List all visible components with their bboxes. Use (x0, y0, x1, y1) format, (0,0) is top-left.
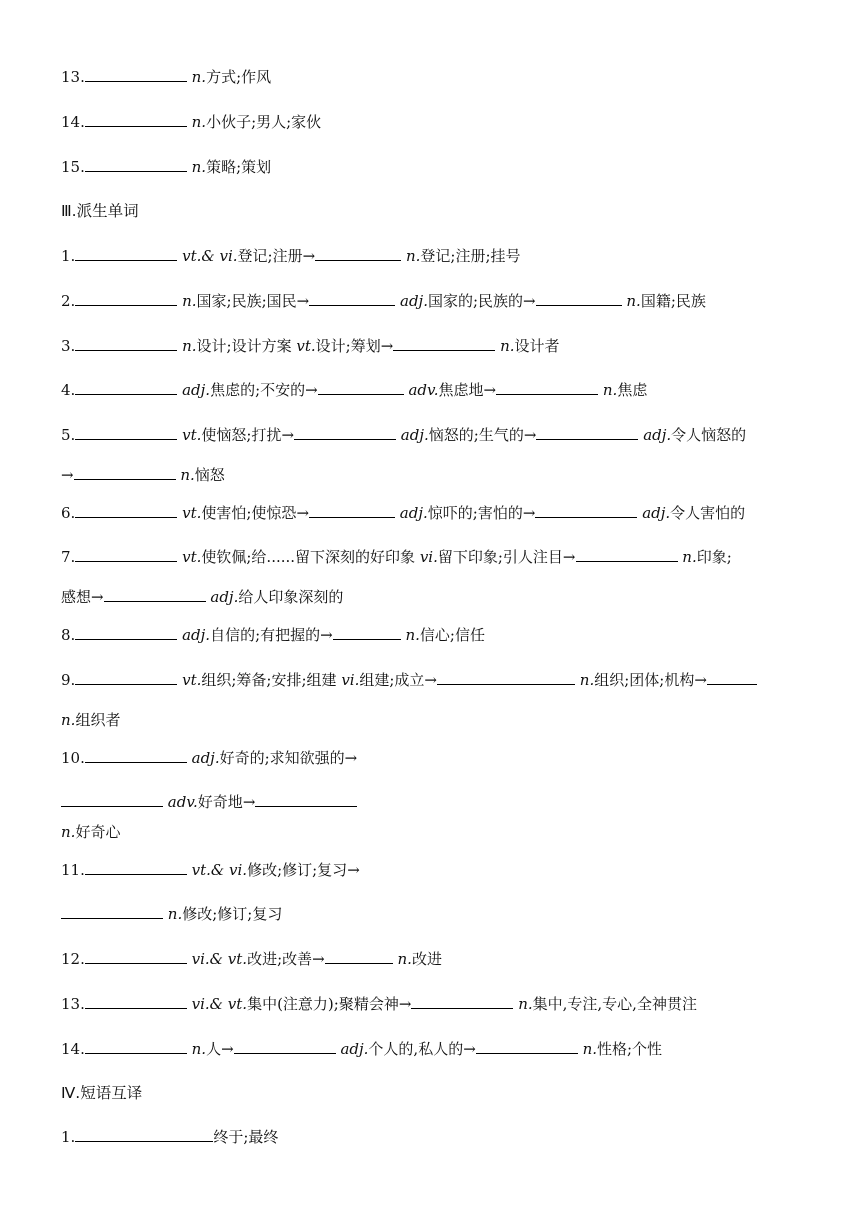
meaning: 焦虑地 (438, 381, 484, 399)
answer-blank[interactable] (74, 465, 176, 480)
item-number: 13. (61, 68, 85, 86)
derivative-item-6 (61, 503, 745, 523)
part-of-speech: vt. (182, 548, 202, 566)
arrow: → (522, 504, 536, 522)
part-of-speech: vt. (182, 671, 202, 689)
part-of-speech: adj. (210, 588, 239, 606)
meaning: 给人印象深刻的 (238, 588, 344, 606)
meaning: 使害怕;使惊恐 (201, 504, 297, 522)
answer-blank[interactable] (707, 670, 757, 685)
part-of-speech: adj. (191, 749, 220, 767)
arrow: → (302, 247, 316, 265)
meaning: 焦虑 (617, 381, 648, 399)
meaning: 好奇心 (75, 823, 121, 841)
meaning: 感想 (61, 588, 92, 606)
part-of-speech: n. (500, 337, 515, 355)
meaning: 自信的;有把握的 (210, 626, 321, 644)
derivative-item-13 (61, 994, 697, 1014)
item-number: 2. (61, 292, 76, 310)
part-of-speech: vi.& vt. (191, 950, 248, 968)
arrow: → (483, 381, 497, 399)
arrow: → (281, 426, 295, 444)
answer-blank[interactable] (75, 1127, 213, 1142)
meaning: 恼怒 (194, 466, 225, 484)
answer-blank[interactable] (255, 792, 357, 807)
part-of-speech: adj. (642, 504, 671, 522)
part-of-speech: n. (579, 671, 595, 689)
part-of-speech: vt. (182, 426, 202, 444)
meaning: 印象; (696, 548, 732, 566)
meaning: 使恼怒;打扰 (201, 426, 282, 444)
item-number: 14. (61, 113, 85, 131)
meaning: 登记;注册;挂号 (420, 247, 521, 265)
item-number: 5. (61, 426, 76, 444)
answer-blank[interactable] (85, 860, 187, 875)
answer-blank[interactable] (85, 157, 187, 172)
derivative-item-7-continued (61, 587, 343, 607)
part-of-speech: n. (182, 337, 197, 355)
derivative-item-3 (61, 336, 560, 356)
item-number: 1. (61, 1128, 76, 1146)
meaning: 组织;筹备;安排;组建 (201, 671, 342, 689)
derivative-item-9-continued (61, 710, 120, 730)
meaning: 设计;设计方案 (196, 337, 297, 355)
part-of-speech: n. (397, 950, 412, 968)
arrow: → (398, 995, 412, 1013)
answer-blank[interactable] (536, 291, 622, 306)
answer-blank[interactable] (75, 246, 177, 261)
part-of-speech: n. (191, 68, 207, 86)
meaning: 国家;民族;国民 (196, 292, 297, 310)
item-number: 6. (61, 504, 76, 522)
item-number: 12. (61, 950, 85, 968)
part-of-speech: adv. (408, 381, 439, 399)
meaning: 设计;筹划 (315, 337, 381, 355)
answer-blank[interactable] (85, 949, 187, 964)
answer-blank[interactable] (309, 503, 395, 518)
answer-blank[interactable] (85, 994, 187, 1009)
item-number: 1. (61, 247, 76, 265)
answer-blank[interactable] (85, 67, 187, 82)
arrow: → (242, 793, 256, 811)
arrow: → (347, 861, 360, 879)
section-heading-phrases: Ⅳ.短语互译 (61, 1084, 143, 1102)
answer-blank[interactable] (75, 670, 177, 685)
answer-blank[interactable] (75, 425, 177, 440)
meaning: 修改;修订;复习 (247, 861, 348, 879)
part-of-speech: n. (191, 1040, 207, 1058)
derivative-item-11 (61, 860, 360, 880)
item-number: 3. (61, 337, 76, 355)
derivative-item-5 (61, 425, 746, 445)
meaning: 策略;策划 (206, 158, 272, 176)
part-of-speech: vt. (182, 504, 202, 522)
arrow: → (305, 381, 318, 399)
meaning: 终于;最终 (213, 1128, 279, 1146)
answer-blank[interactable] (536, 425, 638, 440)
arrow: → (344, 749, 358, 767)
part-of-speech: n. (61, 711, 76, 729)
answer-blank[interactable] (61, 904, 163, 919)
answer-blank[interactable] (437, 670, 575, 685)
answer-blank[interactable] (75, 547, 177, 562)
meaning: 好奇地 (197, 793, 243, 811)
part-of-speech: n. (180, 466, 195, 484)
item-number: 4. (61, 381, 76, 399)
meaning: 小伙子;男人;家伙 (206, 113, 322, 131)
answer-blank[interactable] (75, 336, 177, 351)
meaning: 人 (206, 1040, 222, 1058)
meaning: 登记;注册 (237, 247, 303, 265)
arrow: → (91, 588, 104, 606)
meaning: 改进 (411, 950, 442, 968)
arrow: → (380, 337, 394, 355)
meaning: 改进;改善 (247, 950, 313, 968)
meaning: 好奇的;求知欲强的 (219, 749, 345, 767)
meaning: 组织;团体;机构 (594, 671, 695, 689)
part-of-speech: n. (682, 548, 697, 566)
answer-blank[interactable] (315, 246, 401, 261)
part-of-speech: n. (61, 823, 76, 841)
phrase-item-1 (61, 1127, 278, 1147)
part-of-speech: adj. (182, 381, 211, 399)
answer-blank[interactable] (496, 380, 598, 395)
part-of-speech: adj. (643, 426, 672, 444)
answer-blank[interactable] (393, 336, 495, 351)
meaning: 集中(注意力);聚精会神 (247, 995, 399, 1013)
derivative-item-10-noun (61, 822, 120, 842)
answer-blank[interactable] (318, 380, 404, 395)
part-of-speech: n. (405, 626, 420, 644)
vocab-item-15 (61, 157, 271, 177)
derivative-item-10 (61, 748, 357, 768)
meaning: 国家的;民族的 (427, 292, 524, 310)
part-of-speech: vt.& vi. (191, 861, 248, 879)
part-of-speech: n. (191, 158, 207, 176)
arrow: → (312, 950, 325, 968)
meaning: 组建;成立 (359, 671, 425, 689)
derivative-item-12 (61, 949, 442, 969)
meaning: 使钦佩;给......留下深刻的好印象 (201, 548, 420, 566)
item-number: 7. (61, 548, 76, 566)
answer-blank[interactable] (576, 547, 678, 562)
arrow: → (562, 548, 576, 566)
arrow: → (523, 426, 537, 444)
derivative-item-2 (61, 291, 706, 311)
answer-blank[interactable] (476, 1039, 578, 1054)
part-of-speech: vi. (419, 548, 438, 566)
vocab-item-14 (61, 112, 321, 132)
answer-blank[interactable] (309, 291, 395, 306)
answer-blank[interactable] (294, 425, 396, 440)
derivative-item-11-continued (61, 904, 282, 924)
arrow: → (694, 671, 707, 689)
answer-blank[interactable] (75, 625, 177, 640)
part-of-speech: adj. (340, 1040, 369, 1058)
derivative-item-4 (61, 380, 647, 400)
part-of-speech: vi. (341, 671, 360, 689)
part-of-speech: vt.& vi. (182, 247, 238, 265)
part-of-speech: adj. (182, 626, 211, 644)
part-of-speech: n. (191, 113, 207, 131)
derivative-item-10-continued (61, 792, 357, 812)
derivative-item-9 (61, 670, 757, 690)
arrow: → (523, 292, 536, 310)
part-of-speech: vt. (296, 337, 316, 355)
answer-blank[interactable] (75, 503, 177, 518)
arrow: → (221, 1040, 234, 1058)
part-of-speech: n. (518, 995, 533, 1013)
item-number: 13. (61, 995, 85, 1013)
part-of-speech: adj. (400, 426, 429, 444)
meaning: 方式;作风 (206, 68, 272, 86)
answer-blank[interactable] (85, 1039, 187, 1054)
answer-blank[interactable] (85, 112, 187, 127)
part-of-speech: n. (405, 247, 421, 265)
meaning: 令人恼怒的 (671, 426, 747, 444)
arrow: → (463, 1040, 476, 1058)
answer-blank[interactable] (325, 949, 393, 964)
part-of-speech: vi.& vt. (191, 995, 248, 1013)
answer-blank[interactable] (333, 625, 401, 640)
arrow: → (61, 466, 74, 484)
part-of-speech: adv. (167, 793, 198, 811)
meaning: 留下印象;引人注目 (437, 548, 563, 566)
meaning: 国籍;民族 (640, 292, 706, 310)
arrow: → (320, 626, 333, 644)
meaning: 令人害怕的 (670, 504, 746, 522)
derivative-item-8 (61, 625, 485, 645)
meaning: 惊吓的;害怕的 (427, 504, 523, 522)
meaning: 恼怒的;生气的 (428, 426, 524, 444)
part-of-speech: n. (182, 292, 197, 310)
derivative-item-7 (61, 547, 732, 567)
meaning: 组织者 (75, 711, 121, 729)
meaning: 设计者 (514, 337, 560, 355)
answer-blank[interactable] (75, 291, 177, 306)
derivative-item-14 (61, 1039, 662, 1059)
part-of-speech: n. (167, 905, 183, 923)
item-number: 14. (61, 1040, 85, 1058)
meaning: 修改;修订;复习 (182, 905, 283, 923)
part-of-speech: adj. (399, 504, 428, 522)
meaning: 信心;信任 (419, 626, 485, 644)
item-number: 9. (61, 671, 76, 689)
item-number: 8. (61, 626, 76, 644)
answer-blank[interactable] (234, 1039, 336, 1054)
arrow: → (296, 504, 310, 522)
part-of-speech: n. (626, 292, 641, 310)
part-of-speech: n. (582, 1040, 597, 1058)
vocab-item-13 (61, 67, 271, 87)
arrow: → (424, 671, 437, 689)
meaning: 焦虑的;不安的 (210, 381, 306, 399)
item-number: 15. (61, 158, 85, 176)
answer-blank[interactable] (61, 792, 163, 807)
answer-blank[interactable] (75, 380, 177, 395)
answer-blank[interactable] (411, 994, 513, 1009)
answer-blank[interactable] (535, 503, 637, 518)
section-heading-derivatives: Ⅲ.派生单词 (61, 202, 139, 220)
answer-blank[interactable] (104, 587, 206, 602)
item-number: 10. (61, 749, 85, 767)
part-of-speech: adj. (400, 292, 428, 310)
arrow: → (296, 292, 310, 310)
answer-blank[interactable] (85, 748, 187, 763)
meaning: 集中,专注,专心,全神贯注 (532, 995, 697, 1013)
derivative-item-1 (61, 246, 521, 266)
part-of-speech: n. (602, 381, 618, 399)
meaning: 性格;个性 (597, 1040, 663, 1058)
derivative-item-5-continued (61, 465, 225, 485)
item-number: 11. (61, 861, 85, 879)
meaning: 个人的,私人的 (368, 1040, 464, 1058)
